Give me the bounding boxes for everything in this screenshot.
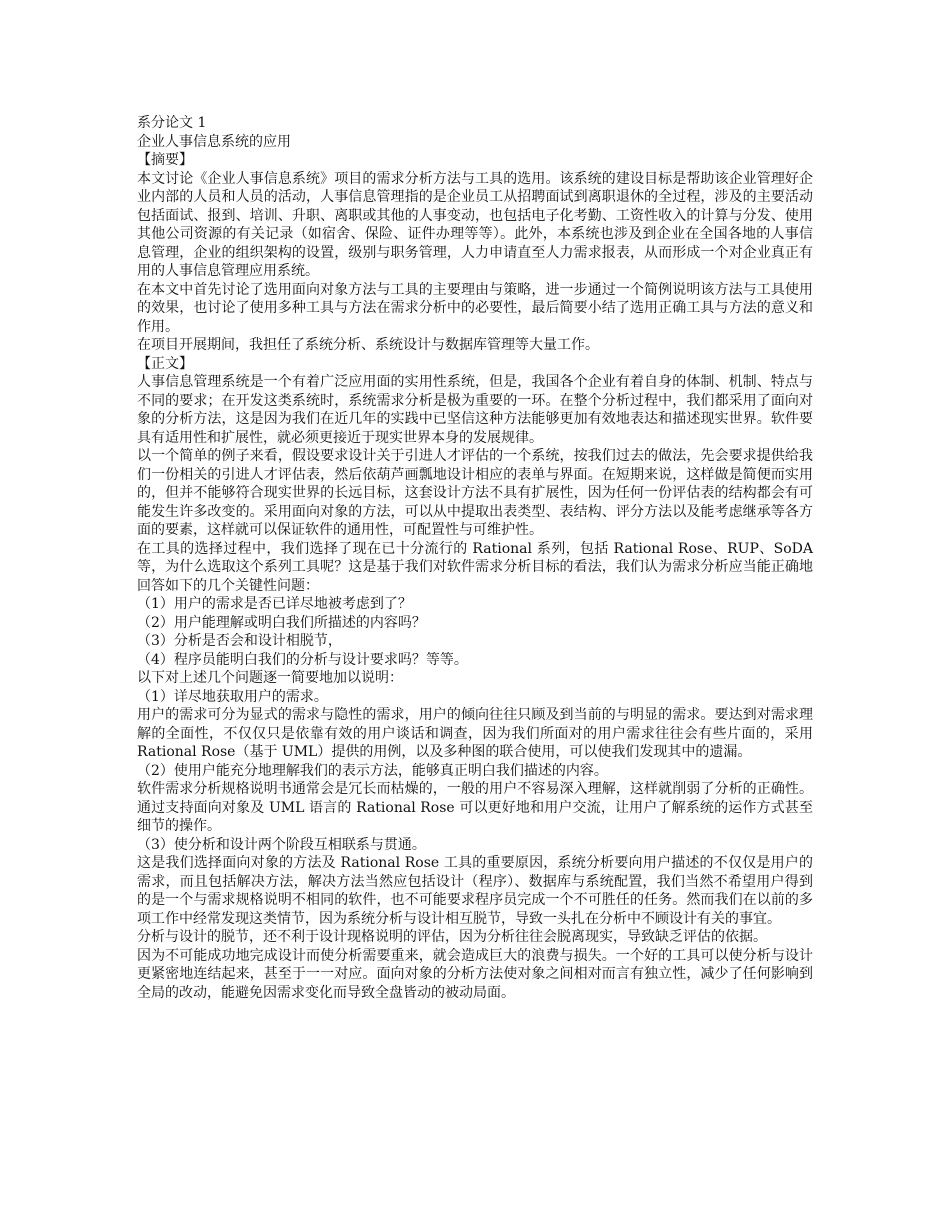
abstract-heading: 【摘要】 xyxy=(137,152,193,168)
body-paragraph: 人事信息管理系统是一个有着广泛应用面的实用性系统，但是，我国各个企业有着自身的体制、机制、特点与不同的要求；在开发这类系统时，系统需求分析是极为重要的一环。在整个分析过程中，我们都采用了面向对象的分析方法，这是因为我们在近几年的实践中已坚信这种方法能够更加有效地表达和描述现实世界。软件要具有适用性和扩展性，就必须更接近于现实世界本身的发展规律。 xyxy=(137,374,813,446)
question-item: （4）程序员能明白我们的分析与设计要求吗？等等。 xyxy=(137,651,468,668)
body-paragraph: 以一个简单的例子来看，假设要求设计关于引进人才评估的一个系统，按我们过去的做法，先会要求提供给我们一份相关的引进人才评估表，然后依葫芦画瓢地设计相应的表单与界面。在短期来说，这样做是简便而实用的，但并不能够符合现实世界的长远目标，这套设计方法不具有扩展性，因为任何一份评估表的结构都会有可能发生许多改变的。采用面向对象的方法，可以从中提取出表类型、表结构、评分方法以及能考虑继承等各方面的要素，这样就可以保证软件的通用性，可配置性与可维护性。 xyxy=(137,448,813,538)
section-paragraph: 软件需求分析规格说明书通常会是冗长而枯燥的，一般的用户不容易深入理解，这样就削弱了分析的正确性。通过支持面向对象及 UML 语言的 Rational Rose 可以更好地和用户交流，让用户了解系统的运作方式甚至细节的操作。 xyxy=(137,781,813,834)
section-paragraph: 分析与设计的脱节，还不利于设计现格说明的评估，因为分析往往会脱离现实，导致缺乏评估的依据。 xyxy=(137,929,767,945)
section-heading: （1）详尽地获取用户的需求。 xyxy=(137,688,328,705)
intro-line: 以下对上述几个问题逐一简要地加以说明： xyxy=(137,670,403,686)
section-heading: （2）使用户能充分地理解我们的表示方法，能够真正明白我们描述的内容。 xyxy=(137,762,608,779)
question-item: （3）分析是否会和设计相脱节， xyxy=(137,633,342,649)
section-paragraph: 用户的需求可分为显式的需求与隐性的需求，用户的倾向往往只顾及到当前的与明显的需求。要达到对需求理解的全面性，不仅仅只是依靠有效的用户谈话和调查，因为我们所面对的用户需求往往会有些片面的，采用 Rational Rose（基于 UML）提供的用例，以及多种图的联合使用，可以使我们发现其中的遗漏。 xyxy=(137,707,813,760)
section-paragraph: 因为不可能成功地完成设计而使分析需要重来，就会造成巨大的浪费与损失。一个好的工具可以使分析与设计更紧密地连结起来，甚至于一一对应。面向对象的分析方法使对象之间相对而言有独立性，减少了任何影响到全局的改动，能避免因需求变化而导致全盘皆动的被动局面。 xyxy=(137,947,813,1001)
abstract-paragraph: 在项目开展期间，我担任了系统分析、系统设计与数据库管理等大量工作。 xyxy=(137,337,599,353)
question-item: （2）用户能理解或明白我们所描述的内容吗？ xyxy=(137,614,426,631)
body-heading: 【正文】 xyxy=(137,355,193,372)
question-item: （1）用户的需求是否已详尽地被考虑到了？ xyxy=(137,596,412,612)
section-heading: （3）使分析和设计两个阶段互相联系与贯通。 xyxy=(137,836,426,853)
section-paragraph: 这是我们选择面向对象的方法及 Rational Rose 工具的重要原因，系统分析要向用户描述的不仅仅是用户的需求，而且包括解决方法，解决方法当然应包括设计（程序）、数据库与系统配置，我们当然不希望用户得到的是一个与需求规格说明不相同的软件，也不可能要求程序员完成一个不可胜任的任务。然而我们在以前的多项工作中经常发现这类情节，因为系统分析与设计相互脱节，导致一头扎在分析中不顾设计有关的事宜。 xyxy=(137,855,813,927)
abstract-paragraph: 在本文中首先讨论了选用面向对象方法与工具的主要理由与策略，进一步通过一个简例说明该方法与工具使用的效果，也讨论了使用多种工具与方法在需求分析中的必要性，最后简要小结了选用正确工具与方法的意义和作用。 xyxy=(137,281,813,335)
document-page xyxy=(137,114,813,1002)
body-paragraph: 在工具的选择过程中，我们选择了现在已十分流行的 Rational 系列，包括 Rational Rose、RUP、SoDA 等，为什么选取这个系列工具呢？这是基于我们对软件需求分析目标的看法，我们认为需求分析应当能正确地回答如下的几个关键性问题： xyxy=(137,540,813,594)
document-header: 系分论文 1 xyxy=(137,115,207,131)
abstract-paragraph: 本文讨论《企业人事信息系统》项目的需求分析方法与工具的选用。该系统的建设目标是帮助该企业管理好企业内部的人员和人员的活动，人事信息管理指的是企业员工从招聘面试到离职退休的全过程，涉及的主要活动包括面试、报到、培训、升职、离职或其他的人事变动，也包括电子化考勤、工资性收入的计算与分发、使用其他公司资源的有关记录（如宿舍、保险、证件办理等等）。此外，本系统也涉及到企业在全国各地的人事信息管理，企业的组织架构的设置，级别与职务管理，人力申请直至人力需求报表，从而形成一个对企业真正有用的人事信息管理应用系统。 xyxy=(137,170,813,279)
document-title: 企业人事信息系统的应用 xyxy=(137,133,291,150)
